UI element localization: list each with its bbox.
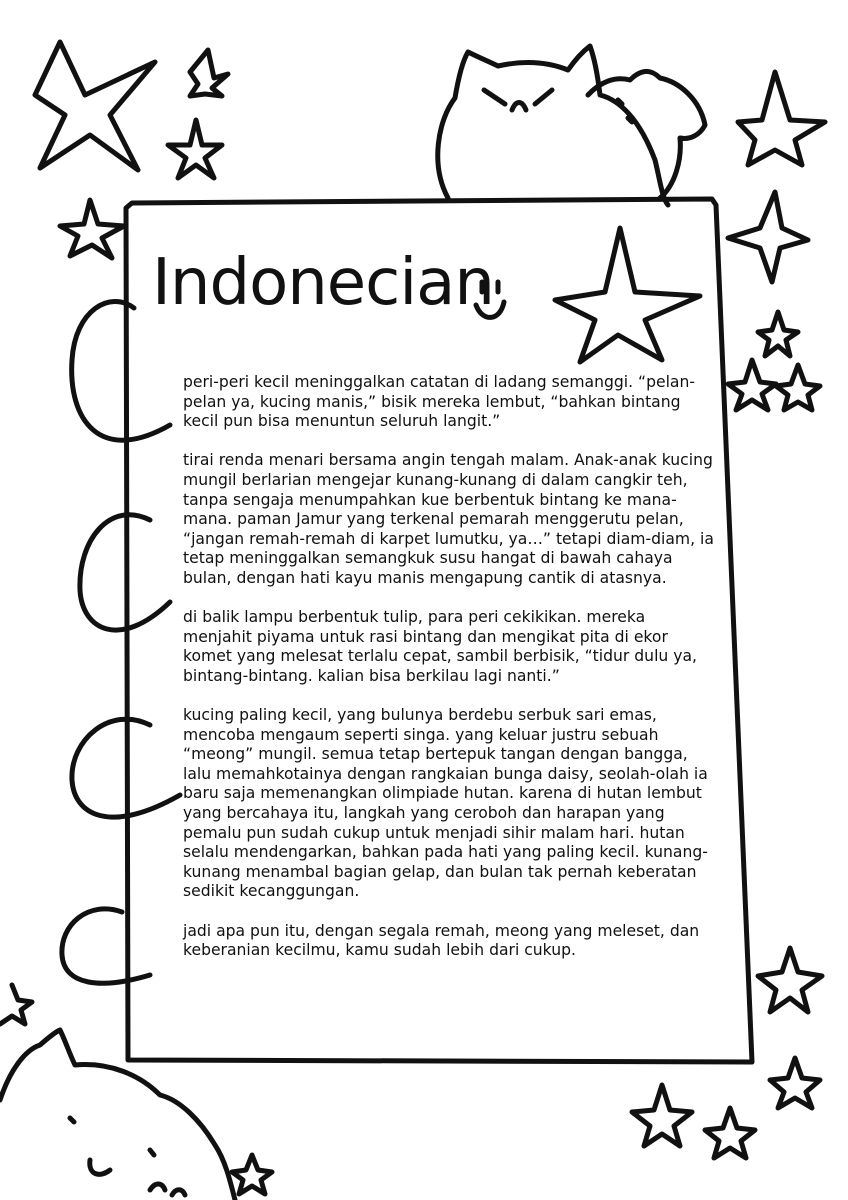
cat-eye-icon: [618, 100, 622, 104]
story-text: [183, 373, 718, 980]
story-paragraph: di balik lampu berbentuk tulip, para peri cekikikan. mereka menjahit piyama untuk rasi bintang dan mengikat pita di ekor komet yang melesat terlalu cepat, sambil berbisik, “tidur dulu ya, bintang-bintang. kalian bisa berkilau lagi nanti.”: [183, 608, 697, 685]
star-icon: [770, 1058, 820, 1108]
star-icon: [168, 120, 222, 178]
star-icon: [232, 1155, 272, 1194]
story-paragraph: jadi apa pun itu, dengan segala remah, meong yang meleset, dan keberanian kecilmu, kamu sudah lebih dari cukup.: [183, 921, 700, 960]
star-icon: [758, 948, 822, 1012]
cat-eye-icon: [150, 1150, 154, 1155]
star-icon: [728, 360, 776, 410]
cat-doodle-icon: [438, 46, 668, 205]
star-icon: [555, 228, 700, 362]
cat-eye-icon: [484, 90, 505, 104]
star-icon: [776, 365, 820, 410]
story-paragraph: peri-peri kecil meninggalkan catatan di ladang semanggi. “pelan-pelan ya, kucing manis,” bisik mereka lembut, “bahkan bintang kecil pun bisa menuntun seluruh langit.”: [183, 373, 695, 431]
star-icon: [728, 192, 808, 282]
star-icon: [0, 985, 32, 1024]
cat-mouth-icon: [90, 1160, 110, 1174]
star-icon: [738, 72, 825, 165]
page-title: Indonecian: [152, 246, 494, 320]
spiral-ring-icon: [62, 909, 150, 983]
cat-eye-icon: [535, 90, 552, 104]
cat-doodle-icon: [588, 71, 705, 198]
cat-doodle-icon: [0, 1030, 235, 1200]
star-icon: [35, 42, 155, 170]
cat-eye-icon: [628, 118, 632, 122]
star-icon: [705, 1108, 755, 1158]
cat-mouth-icon: [512, 103, 526, 111]
story-paragraph: kucing paling kecil, yang bulunya berdebu serbuk sari emas, mencoba mengaum seperti singa. yang keluar justru sebuah “meong” mungil. semua tetap bertepuk tangan dengan bangga, lalu memahkotainya dengan rangkaian bunga daisy, seolah-olah ia baru saja memenangkan olimpiade hutan. karena di hutan lembut yang bercahaya itu, langkah yang ceroboh dan harapan yang pemalu pun sudah cukup untuk menjadi sihir malam hari. hutan selalu mendengarkan, bahkan pada hati yang paling kecil. kunang-kunang menambal bagian gelap, dan bulan tak pernah keberatan sedikit kecanggungan.: [183, 706, 708, 901]
star-icon: [190, 50, 228, 96]
cat-paw-icon: [150, 1184, 185, 1195]
star-icon: [758, 312, 798, 356]
star-icon: [632, 1085, 692, 1146]
star-icon: [60, 200, 124, 258]
cat-eye-icon: [70, 1118, 74, 1122]
story-paragraph: tirai renda menari bersama angin tengah malam. Anak-anak kucing mungil berlarian mengejar kunang-kunang di dalam cangkir teh, tanpa sengaja menumpahkan kue berbentuk bintang ke mana-mana. paman Jamur yang terkenal pemarah menggerutu pelan, “jangan remah-remah di karpet lumutku, ya…” tetapi diam-diam, ia tetap meninggalkan semangkuk susu hangat di bawah cahaya bulan, dengan hati kayu manis mengapung cantik di atasnya.: [183, 451, 714, 587]
